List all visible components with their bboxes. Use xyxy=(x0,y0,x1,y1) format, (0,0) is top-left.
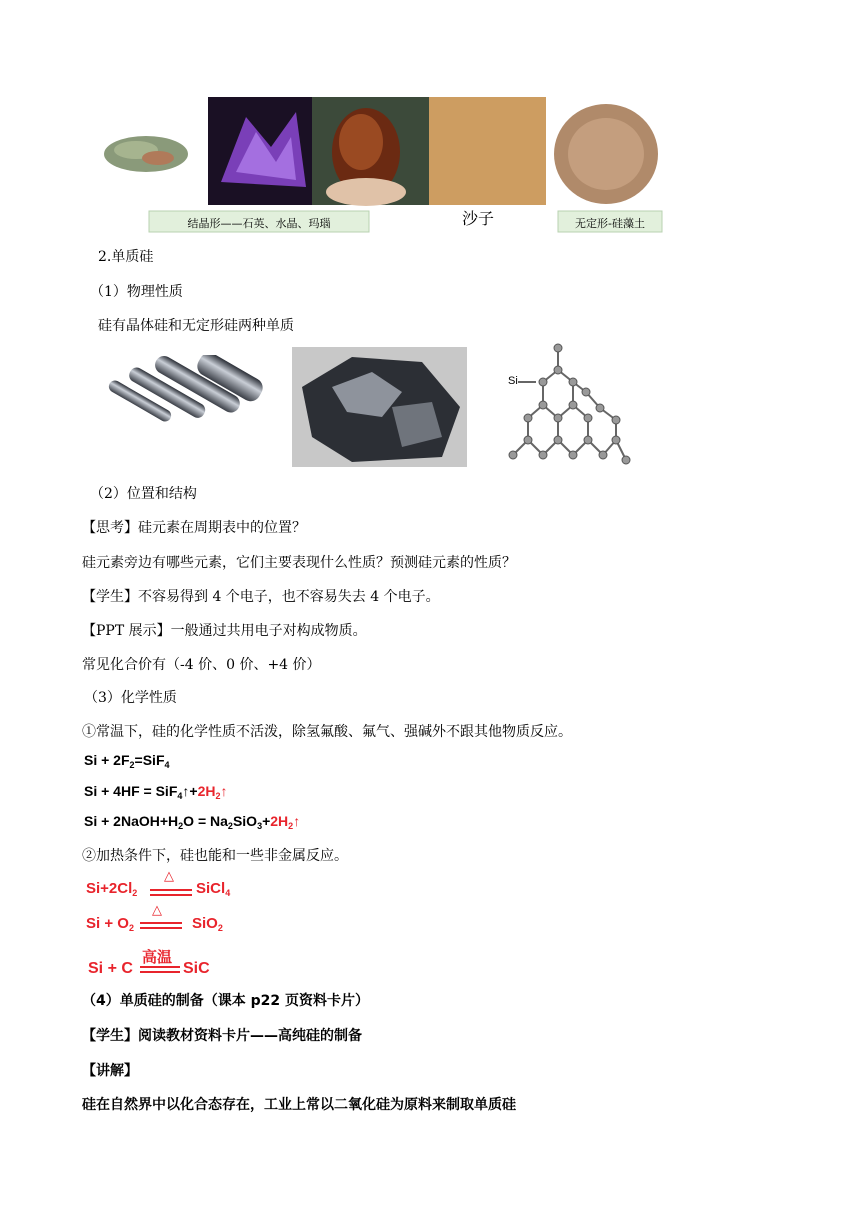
diamond-lattice-image xyxy=(498,340,633,470)
caption-amorphous: 无定形-硅藻土 xyxy=(575,217,645,230)
ppt-display: 【PPT 展示】一般通过共用电子对构成物质。 xyxy=(82,623,367,639)
equation-si-c: Si + C xyxy=(88,960,133,977)
valence-text: 常见化合价有（-4 价、0 价、+4 价） xyxy=(82,657,321,673)
equals-bar-cl2 xyxy=(150,889,192,896)
paragraph-silicon-forms: 硅有晶体硅和无定形硅两种单质 xyxy=(98,318,294,334)
equation-si-f2: $Si + 2F_2=SiF_4$ xyxy=(84,752,170,770)
amethyst-image xyxy=(208,97,312,205)
diatomite-image xyxy=(554,104,658,204)
think-question: 【思考】硅元素在周期表中的位置？ xyxy=(82,520,306,536)
rock-image xyxy=(104,136,188,172)
explain-label: 【讲解】 xyxy=(82,1063,138,1079)
hightemp-condition: 高温 xyxy=(142,948,173,966)
equation-si-naoh: $Si + 2NaOH+H_2O$ = $Na_2SiO_3+2H_2↑$ xyxy=(84,813,301,831)
sand-image xyxy=(429,97,546,205)
subheading-preparation: （4）单质硅的制备（课本 p22 页资料卡片） xyxy=(82,993,369,1009)
caption-crystal: 结晶形——石英、水晶、玛瑙 xyxy=(187,217,331,230)
subheading-physical: （1）物理性质 xyxy=(90,284,183,300)
product-sic: SiC xyxy=(183,960,210,977)
si-atom-label: Si xyxy=(508,375,518,387)
point-room-temperature: ①常温下，硅的化学性质不活泼，除氢氟酸、氟气、强碱外不跟其他物质反应。 xyxy=(82,724,572,740)
product-sicl4: SiCl$_4$ xyxy=(196,880,231,898)
crystal-silicon-image xyxy=(292,347,467,467)
silicon-rods-image xyxy=(100,355,270,445)
equals-bar-o2 xyxy=(140,922,182,929)
section-heading: 2.单质硅 xyxy=(98,249,154,265)
equation-si-hf: $Si + 4HF = SiF_4↑+2H_2↑$ xyxy=(84,783,228,801)
student-reading: 【学生】阅读教材资料卡片——高纯硅的制备 xyxy=(82,1028,362,1044)
caption-sand: 沙子 xyxy=(461,209,494,228)
heat-condition-o2: △ xyxy=(152,903,162,918)
heat-condition-cl2: △ xyxy=(164,869,174,884)
subheading-chemical: （3）化学性质 xyxy=(84,690,177,706)
subheading-position: （2）位置和结构 xyxy=(90,486,197,502)
paragraph-preparation: 硅在自然界中以化合态存在，工业上常以二氧化硅为原料来制取单质硅 xyxy=(82,1097,516,1113)
equals-bar-sic xyxy=(140,966,180,973)
point-heating: ②加热条件下，硅也能和一些非金属反应。 xyxy=(82,848,348,864)
equation-si-cl2: $Si+2Cl_2$ xyxy=(86,880,138,898)
product-sio2: SiO$_2$ xyxy=(192,915,223,933)
student-answer: 【学生】不容易得到 4 个电子，也不容易失去 4 个电子。 xyxy=(82,589,440,605)
paragraph-neighbors: 硅元素旁边有哪些元素，它们主要表现什么性质？预测硅元素的性质？ xyxy=(82,555,516,571)
equation-si-o2: $Si + O_2$ xyxy=(86,915,134,933)
agate-image xyxy=(312,97,429,206)
